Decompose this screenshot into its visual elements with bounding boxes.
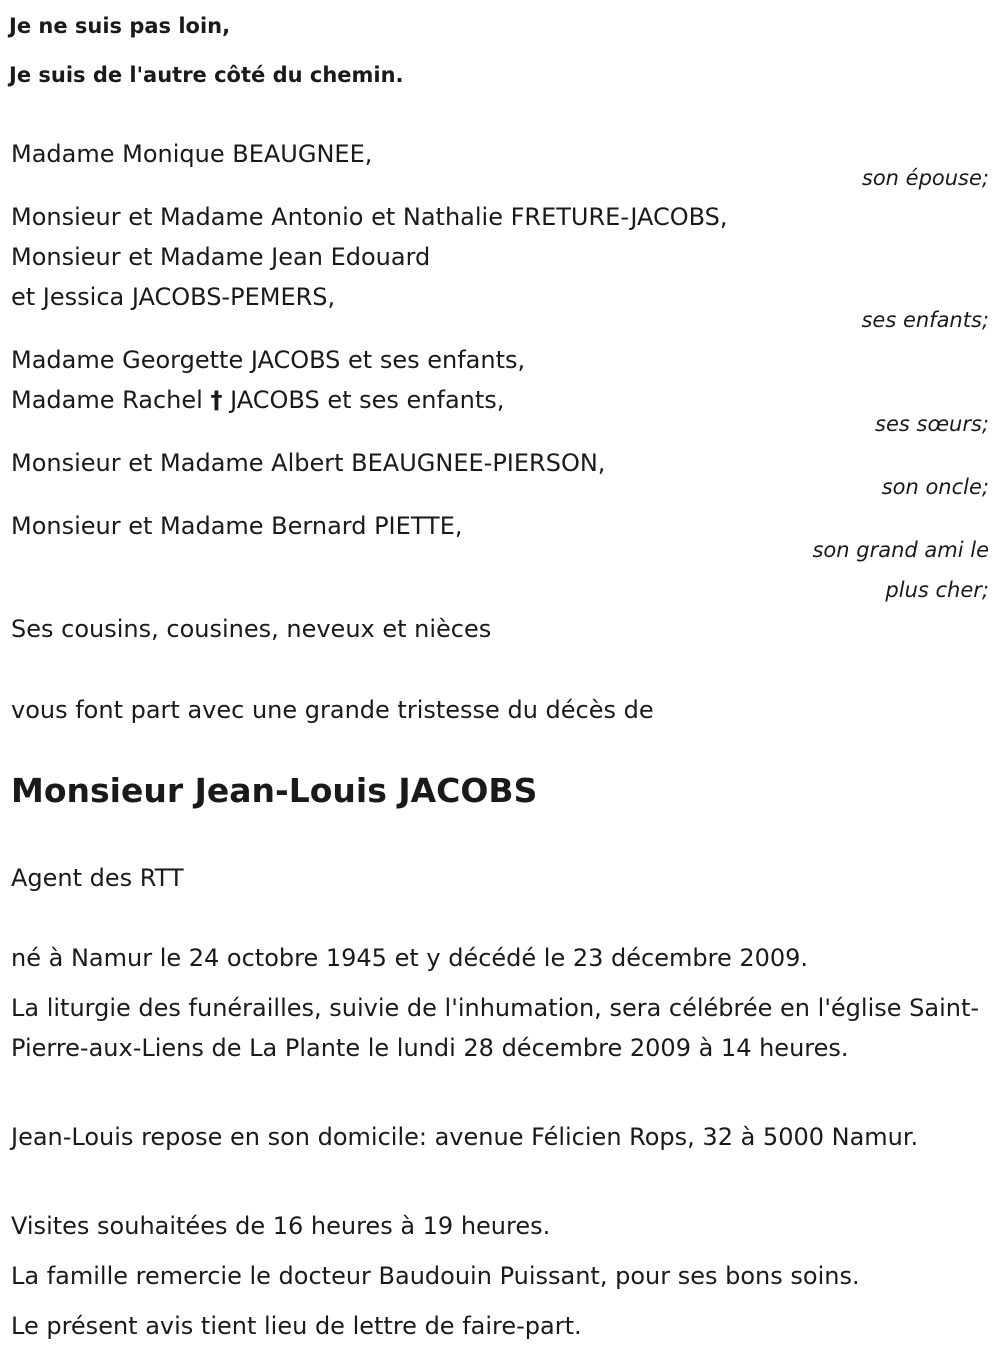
sister-2-prefix: Madame Rachel <box>11 386 203 414</box>
thanks-text: La famille remercie le docteur Baudouin Puissant, pour ses bons soins. <box>11 1262 860 1290</box>
friend-name: Monsieur et Madame Bernard PIETTE, <box>11 512 463 540</box>
children-role: ses enfants; <box>861 308 989 332</box>
cousins-line: Ses cousins, cousines, neveux et nièces <box>11 615 492 643</box>
visits-text: Visites souhaitées de 16 heures à 19 heures. <box>11 1212 551 1240</box>
repose-text: Jean-Louis repose en son domicile: avenue Félicien Rops, 32 à 5000 Namur. <box>11 1123 919 1151</box>
child-1-name: Monsieur et Madame Antonio et Nathalie FRETURE-JACOBS, <box>11 203 728 231</box>
notice-text: Le présent avis tient lieu de lettre de faire-part. <box>11 1312 582 1340</box>
quote-line-2: Je suis de l'autre côté du chemin. <box>9 63 404 87</box>
uncle-name: Monsieur et Madame Albert BEAUGNEE-PIERSON, <box>11 449 606 477</box>
quote-line-1: Je ne suis pas loin, <box>9 14 231 38</box>
friend-role-line-1: son grand ami le <box>812 538 989 562</box>
sister-1-name: Madame Georgette JACOBS et ses enfants, <box>11 346 526 374</box>
sisters-role: ses sœurs; <box>875 412 989 436</box>
spouse-name: Madame Monique BEAUGNEE, <box>11 140 373 168</box>
birth-death-text: né à Namur le 24 octobre 1945 et y décédé le 23 décembre 2009. <box>11 944 809 972</box>
child-2-name-line-2: et Jessica JACOBS-PEMERS, <box>11 283 336 311</box>
friend-role-line-2: plus cher; <box>885 578 989 602</box>
sister-2-name <box>11 380 504 420</box>
deceased-name: Monsieur Jean-Louis JACOBS <box>11 771 538 810</box>
announcement-text: vous font part avec une grande tristesse du décès de <box>11 696 654 724</box>
spouse-role: son épouse; <box>861 166 989 190</box>
cross-icon: † <box>210 386 223 414</box>
deceased-occupation: Agent des RTT <box>11 864 184 892</box>
child-2-name-line-1: Monsieur et Madame Jean Edouard <box>11 243 431 271</box>
funeral-text: La liturgie des funérailles, suivie de l'inhumation, sera célébrée en l'église Saint-Pierre-aux-Liens de La Plante le lundi 28 décembre 2009 à 14 heures. <box>11 994 980 1062</box>
uncle-role: son oncle; <box>881 475 989 499</box>
sister-2-suffix: JACOBS et ses enfants, <box>230 386 505 414</box>
